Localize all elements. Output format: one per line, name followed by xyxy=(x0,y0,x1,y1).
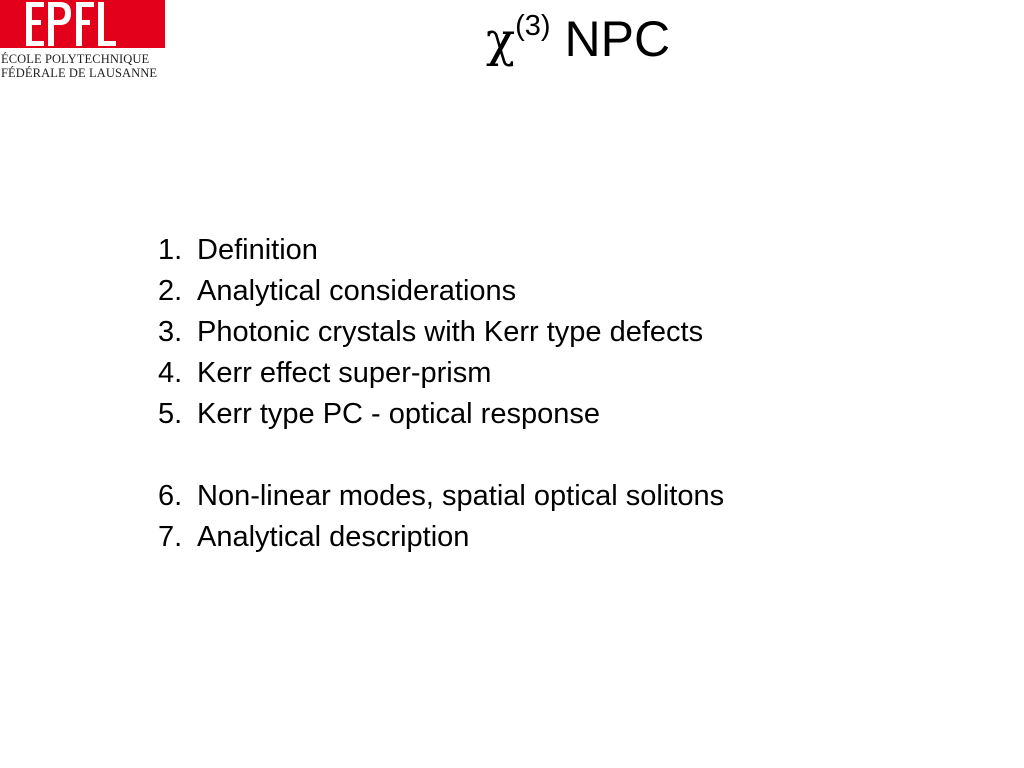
agenda-item-text: Kerr type PC - optical response xyxy=(197,398,600,430)
agenda-item xyxy=(158,312,724,353)
agenda-item xyxy=(158,394,724,435)
agenda-item xyxy=(158,476,724,517)
agenda-item xyxy=(158,271,724,312)
agenda-item-text: Analytical description xyxy=(197,521,470,553)
agenda-item-number: 4. xyxy=(158,357,183,389)
agenda-item-text: Non-linear modes, spatial optical solitons xyxy=(197,480,725,512)
agenda-item-number: 3. xyxy=(158,316,183,348)
agenda-item xyxy=(158,517,724,558)
agenda-item xyxy=(158,230,724,271)
title-text: NPC xyxy=(564,11,671,67)
title-superscript: (3) xyxy=(515,10,551,42)
agenda-item-number: 6. xyxy=(158,480,183,512)
title-symbol: χ xyxy=(486,12,516,68)
agenda-item xyxy=(158,353,724,394)
epfl-logo xyxy=(0,0,168,84)
agenda-item-text: Kerr effect super-prism xyxy=(197,357,492,389)
agenda-item-text: Definition xyxy=(197,234,318,266)
epfl-logo-mark xyxy=(0,0,165,48)
logo-text-line-1: ÉCOLE POLYTECHNIQUE xyxy=(1,52,150,66)
agenda-item-number: 7. xyxy=(158,521,183,553)
agenda-item-number: 1. xyxy=(158,234,183,266)
logo-text-line-2: FÉDÉRALE DE LAUSANNE xyxy=(1,66,158,80)
agenda-item-text: Analytical considerations xyxy=(197,275,517,307)
epfl-wordmark-graphic xyxy=(0,0,165,48)
page-title xyxy=(486,10,671,68)
agenda-item-number: 5. xyxy=(158,398,183,430)
agenda-item-text: Photonic crystals with Kerr type defects xyxy=(197,316,704,348)
agenda-item-number: 2. xyxy=(158,275,183,307)
agenda-list xyxy=(158,230,724,558)
